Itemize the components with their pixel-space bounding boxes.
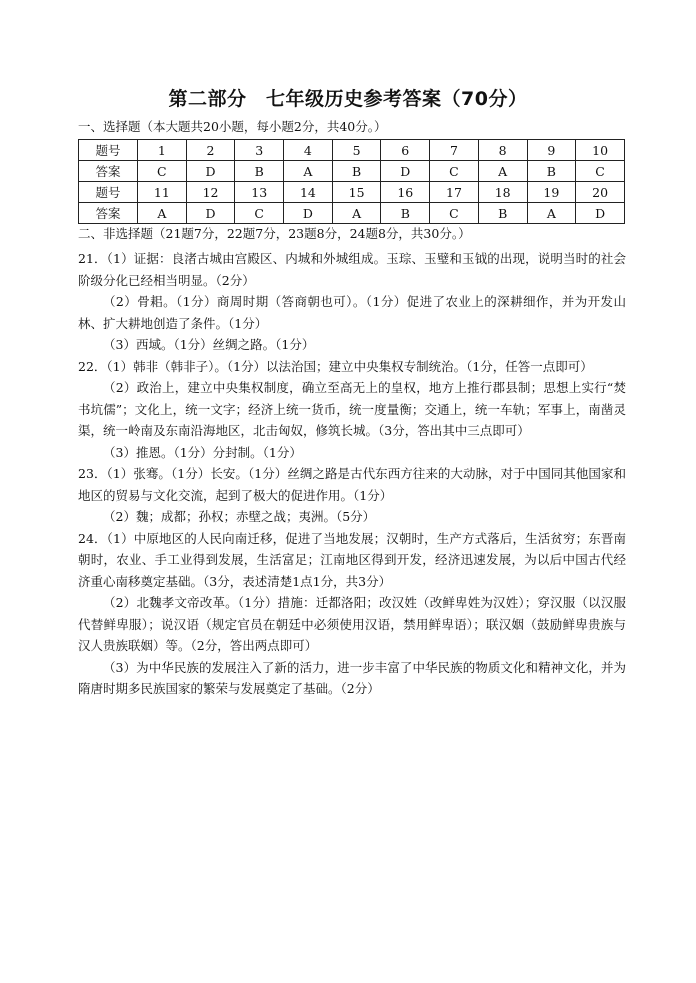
table-cell: 18 [478, 182, 527, 203]
section1-heading: 一、选择题（本大题共20小题，每小题2分，共40分。） [78, 119, 387, 134]
table-cell: C [235, 203, 284, 224]
table-cell: 19 [527, 182, 576, 203]
table-cell: 12 [186, 182, 235, 203]
page-title: 第二部分 七年级历史参考答案（70分） [168, 88, 528, 110]
table-cell: 10 [576, 140, 625, 161]
table-cell: 17 [430, 182, 479, 203]
table-cell: C [430, 161, 479, 182]
row-label: 题号 [79, 140, 138, 161]
answer-paragraph: 23．（1）张骞。（1分）长安。（1分）丝绸之路是古代东西方往来的大动脉，对于中国同其他国家和地区的贸易与文化交流，起到了极大的促进作用。（1分） [78, 466, 626, 503]
answer-paragraph: （2）政治上，建立中央集权制度，确立至高无上的皇权，地方上推行郡县制；思想上实行“焚书坑儒”；文化上，统一文字；经济上统一货币，统一度量衡；交通上，统一车轨；军事上，南凿灵渠，统一岭南及东南沿海地区，北击匈奴，修筑长城。（3分，答出其中三点即可） [78, 380, 626, 438]
table-cell: 20 [576, 182, 625, 203]
answer-table [78, 139, 625, 224]
table-cell: A [478, 161, 527, 182]
answer-body [78, 248, 626, 700]
answer-paragraph: （3）西域。（1分）丝绸之路。（1分） [103, 337, 315, 352]
table-cell: 9 [527, 140, 576, 161]
table-cell: 4 [284, 140, 333, 161]
row-label: 答案 [79, 203, 138, 224]
table-row [79, 203, 625, 224]
table-cell: B [478, 203, 527, 224]
table-cell: D [381, 161, 430, 182]
table-cell: A [138, 203, 187, 224]
table-cell: 1 [138, 140, 187, 161]
table-cell: C [430, 203, 479, 224]
table-cell: D [576, 203, 625, 224]
table-row [79, 182, 625, 203]
table-cell: C [576, 161, 625, 182]
table-cell: D [284, 203, 333, 224]
table-cell: A [332, 203, 381, 224]
table-cell: D [186, 161, 235, 182]
table-row [79, 161, 625, 182]
table-cell: 6 [381, 140, 430, 161]
table-cell: A [527, 203, 576, 224]
answer-paragraph: （2）北魏孝文帝改革。（1分）措施：迁都洛阳；改汉姓（改鲜卑姓为汉姓）；穿汉服（以汉服代替鲜卑服）；说汉语（规定官员在朝廷中必须使用汉语，禁用鲜卑语）；联汉姻（鼓励鲜卑贵族与汉人贵族联姻）等。（2分，答出两点即可） [78, 595, 626, 653]
table-cell: C [138, 161, 187, 182]
table-cell: A [284, 161, 333, 182]
table-cell: B [381, 203, 430, 224]
row-label: 题号 [79, 182, 138, 203]
table-cell: 11 [138, 182, 187, 203]
table-cell: 7 [430, 140, 479, 161]
answer-paragraph: （3）为中华民族的发展注入了新的活力，进一步丰富了中华民族的物质文化和精神文化，并为隋唐时期多民族国家的繁荣与发展奠定了基础。（2分） [78, 659, 626, 696]
table-cell: B [527, 161, 576, 182]
table-cell: 8 [478, 140, 527, 161]
table-cell: 15 [332, 182, 381, 203]
table-cell: D [186, 203, 235, 224]
section2-heading: 二、非选择题（21题7分，22题7分，23题8分，24题8分，共30分。） [78, 226, 471, 241]
table-cell: 5 [332, 140, 381, 161]
answer-paragraph: （3）推恩。（1分）分封制。（1分） [103, 444, 302, 460]
answer-paragraph: （2）魏；成都；孙权；赤壁之战；夷洲。（5分） [103, 509, 376, 524]
table-cell: B [235, 161, 284, 182]
answer-paragraph: 24．（1）中原地区的人民向南迁移，促进了当地发展；汉朝时，生产方式落后，生活贫穷；东晋南朝时，农业、手工业得到发展，生活富足；江南地区得到开发，经济迅速发展，为以后中国古代经济重心南移奠定基础。（3分，表述清楚1点1分，共3分） [78, 530, 626, 589]
table-cell: 16 [381, 182, 430, 203]
table-cell: 3 [235, 140, 284, 161]
table-cell: 2 [186, 140, 235, 161]
answer-paragraph: 22．（1）韩非（韩非子）。（1分）以法治国；建立中央集权专制统治。（1分，任答一点即可） [78, 358, 593, 374]
answer-paragraph: 21．（1）证据：良渚古城由宫殿区、内城和外城组成。玉琮、玉璧和玉钺的出现，说明当时的社会阶级分化已经相当明显。（2分） [78, 251, 626, 288]
table-cell: 14 [284, 182, 333, 203]
table-cell: 13 [235, 182, 284, 203]
answer-paragraph: （2）骨耜。（1分）商周时期（答商朝也可）。（1分）促进了农业上的深耕细作，并为开发山林、扩大耕地创造了条件。（1分） [78, 294, 626, 331]
row-label: 答案 [79, 161, 138, 182]
table-cell: B [332, 161, 381, 182]
table-row [79, 140, 625, 161]
